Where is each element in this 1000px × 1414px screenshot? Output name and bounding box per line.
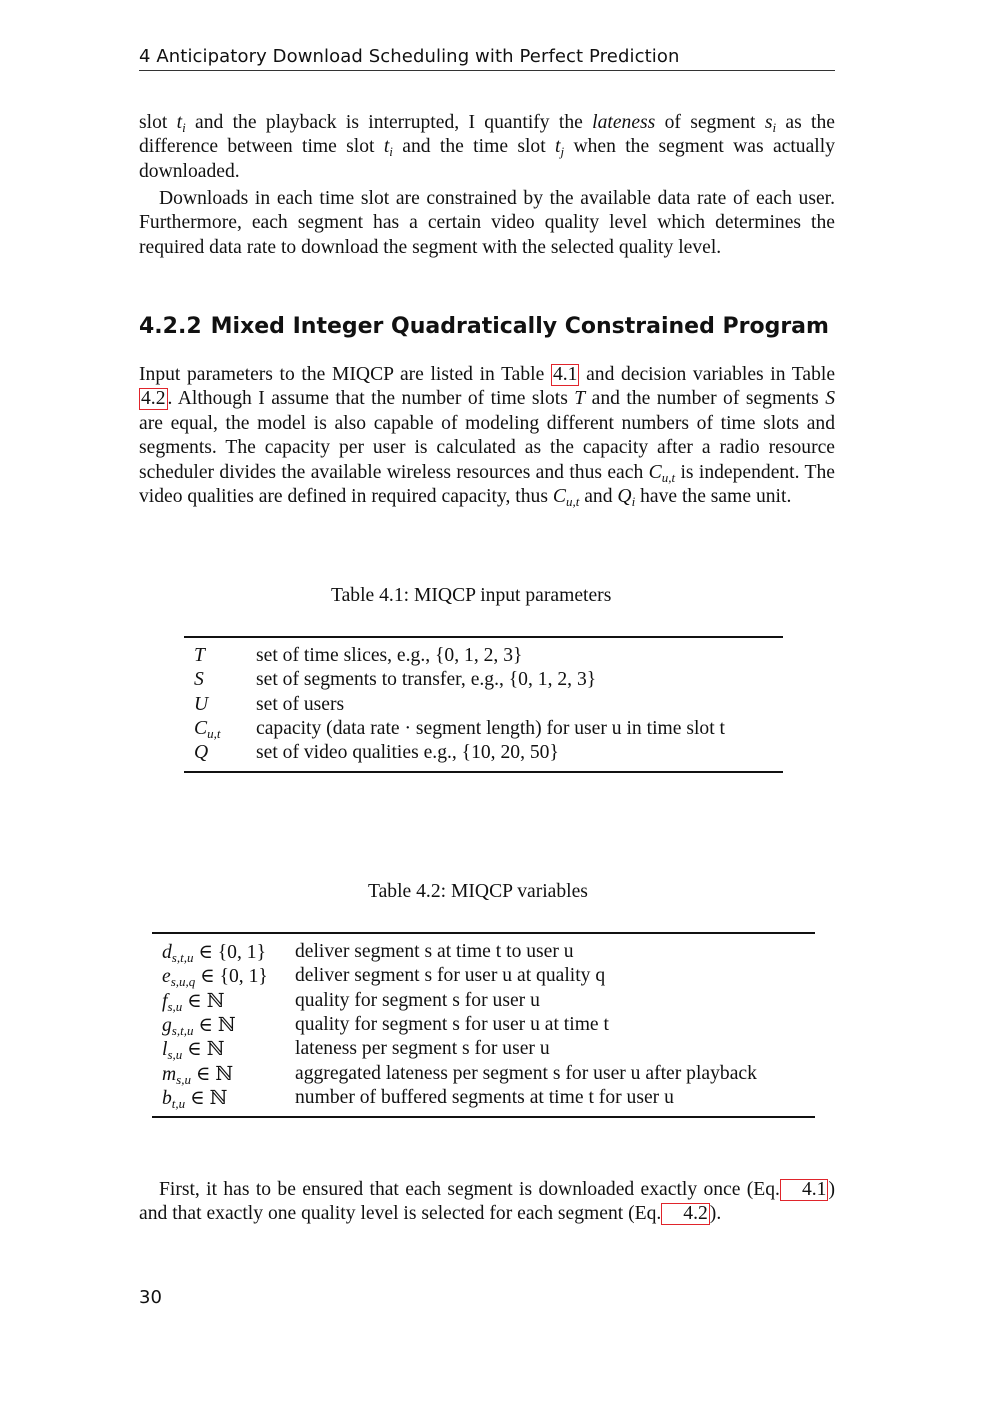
text-run: ) and that exactly one quality level is selected for each segment (Eq.: [139, 1179, 835, 1225]
page-number: 30: [139, 1287, 162, 1308]
symbol-cell: $C_{u,t}$: [194, 718, 221, 742]
symbol-cell: U: [194, 693, 209, 715]
variable-cell: $d_{s,t,u}$ ∈ {0, 1}: [162, 942, 266, 966]
text-run: . Although I assume that the number of time slots: [167, 388, 575, 410]
math-sub: i: [182, 120, 186, 135]
section-title: Mixed Integer Quadratically Constrained Program: [210, 314, 829, 339]
table-ref-link[interactable]: 4.1: [552, 364, 578, 385]
text-run: and: [579, 486, 618, 508]
math-var: s: [764, 112, 773, 133]
variable-cell: $m_{s,u}$ ∈ ℕ: [162, 1063, 234, 1087]
text-run: Input parameters to the MIQCP are listed in Table: [139, 364, 551, 385]
math-var: C: [552, 486, 566, 508]
description-cell: quality for segment s for user u at time t: [295, 1014, 609, 1036]
math-var: t: [383, 136, 390, 158]
table-ref-link[interactable]: 4.2: [141, 388, 166, 410]
emphasis: lateness: [592, 112, 656, 133]
table-row: [152, 1037, 815, 1061]
text-run: and the time slot: [392, 136, 556, 158]
variable-cell: $e_{s,u,q}$ ∈ {0, 1}: [162, 966, 268, 990]
table-row: [184, 668, 783, 692]
text-run: and decision variables in Table: [579, 364, 836, 385]
description-cell: number of buffered segments at time t for user u: [295, 1086, 674, 1108]
variable-cell: $l_{s,u}$ ∈ ℕ: [162, 1039, 225, 1063]
description-cell: deliver segment s for user u at quality q: [295, 965, 606, 987]
parameters-table: [184, 636, 783, 773]
table-row: [152, 1061, 815, 1085]
running-header: 4 Anticipatory Download Scheduling with Perfect Prediction: [139, 46, 835, 71]
section-number: 4.2.2: [139, 314, 202, 339]
variable-cell: $b_{t,u}$ ∈ ℕ: [162, 1087, 228, 1111]
math-sub: u,t: [565, 494, 580, 510]
table-row: [152, 940, 815, 964]
description-cell: set of users: [256, 693, 345, 715]
math-sub: i: [631, 494, 636, 510]
text-run: as the difference between time slot: [139, 112, 835, 158]
table-row: [184, 644, 783, 668]
description-cell: capacity (data rate · segment length) for user u in time slot t: [256, 718, 725, 740]
math-sub: i: [772, 120, 777, 135]
text-run: slot: [139, 112, 177, 133]
variable-cell: $f_{s,u}$ ∈ ℕ: [162, 990, 225, 1014]
math-sub: i: [389, 144, 393, 160]
symbol-cell: T: [194, 645, 205, 667]
text-run: are equal, the model is also capable of modeling different numbers of time slots and segments. The capacity per user is calculated as the capacity after a radio resource scheduler divides the available wireless resources and thus each: [139, 412, 835, 483]
table-row: [152, 989, 815, 1013]
text-run: First, it has to be ensured that each segment is downloaded exactly once (Eq.: [159, 1179, 780, 1200]
description-cell: aggregated lateness per segment s for user u after playback: [295, 1062, 757, 1084]
table-row: [184, 741, 783, 765]
intro-paragraph-2: Downloads in each time slot are constrained by the available data rate of each user. Furthermore, each segment has a certain video quality level which determines the required data rate to download the segment with the selected quality level.: [139, 188, 835, 258]
math-sub: j: [560, 144, 565, 160]
math-var: C: [648, 461, 662, 483]
table-row: [152, 964, 815, 988]
symbol-cell: S: [194, 669, 204, 691]
table-row: [152, 1086, 815, 1110]
description-cell: set of segments to transfer, e.g., {0, 1, 2, 3}: [256, 669, 597, 691]
section-heading: [139, 314, 829, 339]
text-run: ).: [709, 1203, 722, 1225]
table-row: [184, 693, 783, 717]
text-run: of segment: [655, 112, 765, 133]
variables-table: [152, 932, 815, 1118]
table-caption-4-2: Table 4.2: MIQCP variables: [368, 881, 588, 902]
text-run: is independent. The video qualities are defined in required capacity, thus: [139, 461, 835, 508]
symbol-cell: Q: [194, 742, 209, 764]
body-paragraph: [139, 363, 835, 509]
math-var: S: [825, 388, 835, 410]
description-cell: set of video qualities e.g., {10, 20, 50}: [256, 742, 559, 764]
description-cell: deliver segment s at time t to user u: [295, 941, 574, 963]
math-var: Q: [617, 486, 632, 508]
intro-paragraph-1: [139, 111, 835, 184]
text-run: have the same unit.: [635, 486, 792, 508]
closing-paragraph: [139, 1178, 835, 1227]
table-row: [152, 1013, 815, 1037]
description-cell: quality for segment s for user u: [295, 989, 540, 1011]
description-cell: lateness per segment s for user u: [295, 1038, 550, 1060]
text-run: when the segment was actually downloaded.: [139, 136, 835, 182]
equation-ref-link[interactable]: 4.1: [780, 1179, 829, 1201]
math-sub: u,t: [661, 469, 676, 485]
text-run: and the playback is interrupted, I quantify the: [185, 112, 593, 133]
description-cell: set of time slices, e.g., {0, 1, 2, 3}: [256, 645, 523, 667]
math-var: t: [555, 136, 561, 158]
text-run: and the number of segments: [585, 388, 826, 410]
math-var: T: [574, 388, 586, 410]
variable-cell: $g_{s,t,u}$ ∈ ℕ: [162, 1015, 236, 1039]
math-var: t: [176, 112, 183, 133]
table-row: [184, 717, 783, 741]
table-caption-4-1: Table 4.1: MIQCP input parameters: [331, 585, 612, 606]
equation-ref-link[interactable]: 4.2: [661, 1203, 710, 1225]
